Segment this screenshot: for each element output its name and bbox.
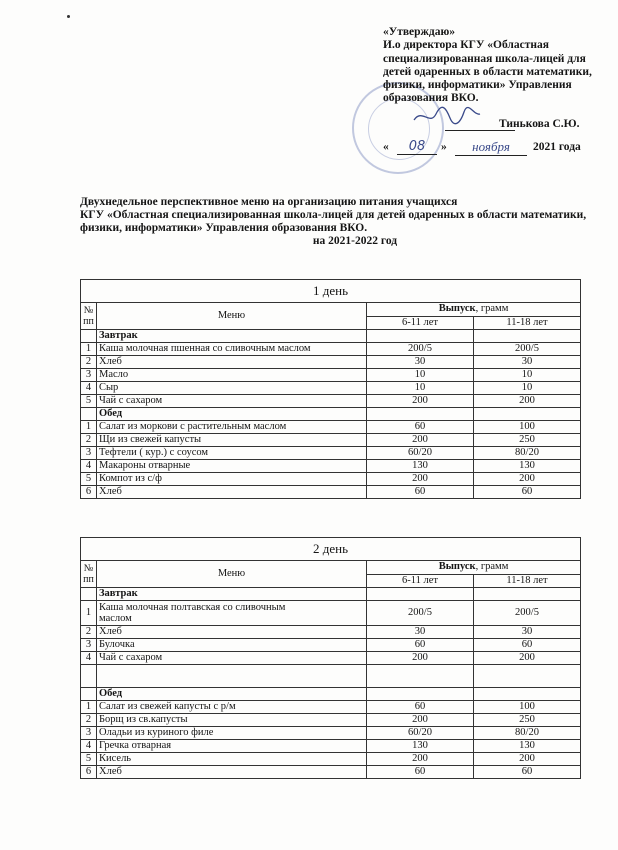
table-row (81, 421, 581, 434)
output-label: Выпуск (438, 561, 476, 573)
document-title (80, 196, 590, 248)
portion-11-18: 200/5 (474, 343, 581, 356)
dish-name: Гречка отварная (97, 740, 367, 753)
col-number-header: № пп (81, 561, 97, 588)
portion-6-11: 60 (367, 766, 474, 779)
portion-6-11: 130 (367, 740, 474, 753)
portion-11-18: 80/20 (474, 447, 581, 460)
col-menu-header: Меню (97, 303, 367, 330)
approval-line: образования ВКО. (383, 92, 479, 105)
signature-row (383, 118, 598, 134)
portion-11-18: 200 (474, 753, 581, 766)
table-row (81, 766, 581, 779)
section-row (81, 588, 581, 601)
dish-name: Сыр (97, 382, 367, 395)
table-row (81, 460, 581, 473)
dish-name: Булочка (97, 639, 367, 652)
row-number: 3 (81, 369, 97, 382)
dish-name: Масло (97, 369, 367, 382)
section-title: Обед (97, 408, 367, 421)
portion-11-18: 30 (474, 626, 581, 639)
portion-6-11: 200/5 (367, 601, 474, 626)
portion-11-18: 250 (474, 434, 581, 447)
spacer-row (81, 665, 581, 688)
menu-table-day-1 (80, 279, 581, 499)
row-number: 1 (81, 343, 97, 356)
dish-name: Макароны отварные (97, 460, 367, 473)
output-unit: , грамм (475, 303, 509, 315)
portion-6-11: 130 (367, 460, 474, 473)
row-number: 3 (81, 447, 97, 460)
portion-6-11: 200 (367, 652, 474, 665)
portion-11-18: 200 (474, 395, 581, 408)
portion-6-11: 200/5 (367, 343, 474, 356)
col-output-header (367, 561, 581, 575)
row-number: 1 (81, 421, 97, 434)
table-row (81, 652, 581, 665)
portion-6-11: 60 (367, 639, 474, 652)
section-row (81, 688, 581, 701)
portion-11-18: 130 (474, 460, 581, 473)
date-open-quote: « (383, 141, 389, 153)
portion-6-11: 60 (367, 701, 474, 714)
col-age-11-18: 11-18 лет (474, 574, 581, 588)
portion-11-18: 60 (474, 486, 581, 499)
table-row (81, 434, 581, 447)
dish-name: Хлеб (97, 356, 367, 369)
row-number: 6 (81, 486, 97, 499)
table-row (81, 740, 581, 753)
section-title: Завтрак (97, 588, 367, 601)
approval-date (383, 141, 598, 159)
portion-11-18: 200 (474, 473, 581, 486)
date-month: ноября (455, 139, 527, 156)
portion-6-11: 30 (367, 356, 474, 369)
approval-line: специализированная школа-лицей для (383, 52, 586, 65)
col-age-6-11: 6-11 лет (367, 316, 474, 330)
dish-name: Борщ из св.капусты (97, 714, 367, 727)
dish-name: Чай с сахаром (97, 395, 367, 408)
portion-11-18: 10 (474, 369, 581, 382)
row-number: 1 (81, 701, 97, 714)
row-number: 2 (81, 434, 97, 447)
row-number: 4 (81, 740, 97, 753)
col-age-6-11: 6-11 лет (367, 574, 474, 588)
table-row (81, 343, 581, 356)
row-number: 2 (81, 714, 97, 727)
table-row (81, 601, 581, 626)
dish-name: Каша молочная пшенная со сливочным маслом (97, 343, 367, 356)
row-number: 4 (81, 460, 97, 473)
row-number: 2 (81, 356, 97, 369)
portion-6-11: 60 (367, 486, 474, 499)
menu-table-day-2 (80, 537, 581, 779)
signatory-name: Тинькова С.Ю. (499, 118, 580, 130)
dish-name: Чай с сахаром (97, 652, 367, 665)
title-line: Двухнедельное перспективное меню на организацию питания учащихся (80, 196, 458, 208)
row-number: 1 (81, 601, 97, 626)
dish-name: Салат из моркови с растительным маслом (97, 421, 367, 434)
dish-name: Салат из свежей капусты с р/м (97, 701, 367, 714)
portion-6-11: 60 (367, 421, 474, 434)
portion-6-11: 200 (367, 753, 474, 766)
portion-11-18: 60 (474, 766, 581, 779)
row-number: 3 (81, 727, 97, 740)
portion-11-18: 30 (474, 356, 581, 369)
section-row (81, 408, 581, 421)
signature-line (445, 130, 515, 131)
row-number: 6 (81, 766, 97, 779)
approval-line: детей одаренных в области математики, (383, 65, 592, 78)
title-line: физики, информатики» Управления образования ВКО. (80, 222, 368, 234)
portion-6-11: 60/20 (367, 447, 474, 460)
portion-6-11: 200 (367, 473, 474, 486)
date-year: 2021 года (533, 141, 581, 153)
col-number-header: № пп (81, 303, 97, 330)
section-title: Завтрак (97, 330, 367, 343)
table-row (81, 727, 581, 740)
col-output-header (367, 303, 581, 317)
table-row (81, 382, 581, 395)
table-row (81, 447, 581, 460)
scan-speck (67, 15, 70, 18)
portion-6-11: 10 (367, 382, 474, 395)
day-title: 2 день (81, 538, 581, 561)
dish-name: Щи из свежей капусты (97, 434, 367, 447)
dish-name: Оладьи из куриного филе (97, 727, 367, 740)
portion-11-18: 100 (474, 701, 581, 714)
portion-6-11: 10 (367, 369, 474, 382)
col-age-11-18: 11-18 лет (474, 316, 581, 330)
portion-11-18: 200 (474, 652, 581, 665)
approval-line: И.о директора КГУ «Областная (383, 39, 549, 52)
portion-6-11: 30 (367, 626, 474, 639)
portion-11-18: 10 (474, 382, 581, 395)
dish-name: Хлеб (97, 486, 367, 499)
dish-name: Хлеб (97, 626, 367, 639)
date-close-quote: » (441, 141, 447, 153)
day-title: 1 день (81, 280, 581, 303)
dish-name: Каша молочная полтавская со сливочным маслом (97, 601, 367, 626)
dish-name: Хлеб (97, 766, 367, 779)
table-row (81, 714, 581, 727)
output-unit: , грамм (475, 561, 509, 573)
portion-11-18: 80/20 (474, 727, 581, 740)
approval-line: «Утверждаю» (383, 26, 455, 38)
table-row (81, 356, 581, 369)
section-row (81, 330, 581, 343)
portion-11-18: 60 (474, 639, 581, 652)
portion-11-18: 250 (474, 714, 581, 727)
portion-11-18: 100 (474, 421, 581, 434)
col-menu-header: Меню (97, 561, 367, 588)
row-number: 2 (81, 626, 97, 639)
output-label: Выпуск (438, 303, 476, 315)
table-row (81, 369, 581, 382)
row-number: 4 (81, 652, 97, 665)
table-row (81, 395, 581, 408)
portion-11-18: 130 (474, 740, 581, 753)
dish-name: Кисель (97, 753, 367, 766)
row-number: 5 (81, 473, 97, 486)
portion-6-11: 200 (367, 434, 474, 447)
table-row (81, 473, 581, 486)
dish-name: Компот из с/ф (97, 473, 367, 486)
row-number: 3 (81, 639, 97, 652)
portion-6-11: 60/20 (367, 727, 474, 740)
portion-11-18: 200/5 (474, 601, 581, 626)
row-number: 4 (81, 382, 97, 395)
title-year: на 2021-2022 год (312, 235, 398, 247)
table-row (81, 701, 581, 714)
table-row (81, 626, 581, 639)
approval-line: физики, информатики» Управления (383, 79, 572, 92)
row-number: 5 (81, 395, 97, 408)
portion-6-11: 200 (367, 714, 474, 727)
approval-block (383, 26, 598, 106)
title-line: КГУ «Областная специализированная школа-лицей для детей одаренных в области математики, (80, 209, 587, 221)
row-number: 5 (81, 753, 97, 766)
dish-name: Тефтели ( кур.) с соусом (97, 447, 367, 460)
portion-6-11: 200 (367, 395, 474, 408)
table-row (81, 486, 581, 499)
table-row (81, 639, 581, 652)
section-title: Обед (97, 688, 367, 701)
date-day: 08 (397, 139, 437, 155)
table-row (81, 753, 581, 766)
